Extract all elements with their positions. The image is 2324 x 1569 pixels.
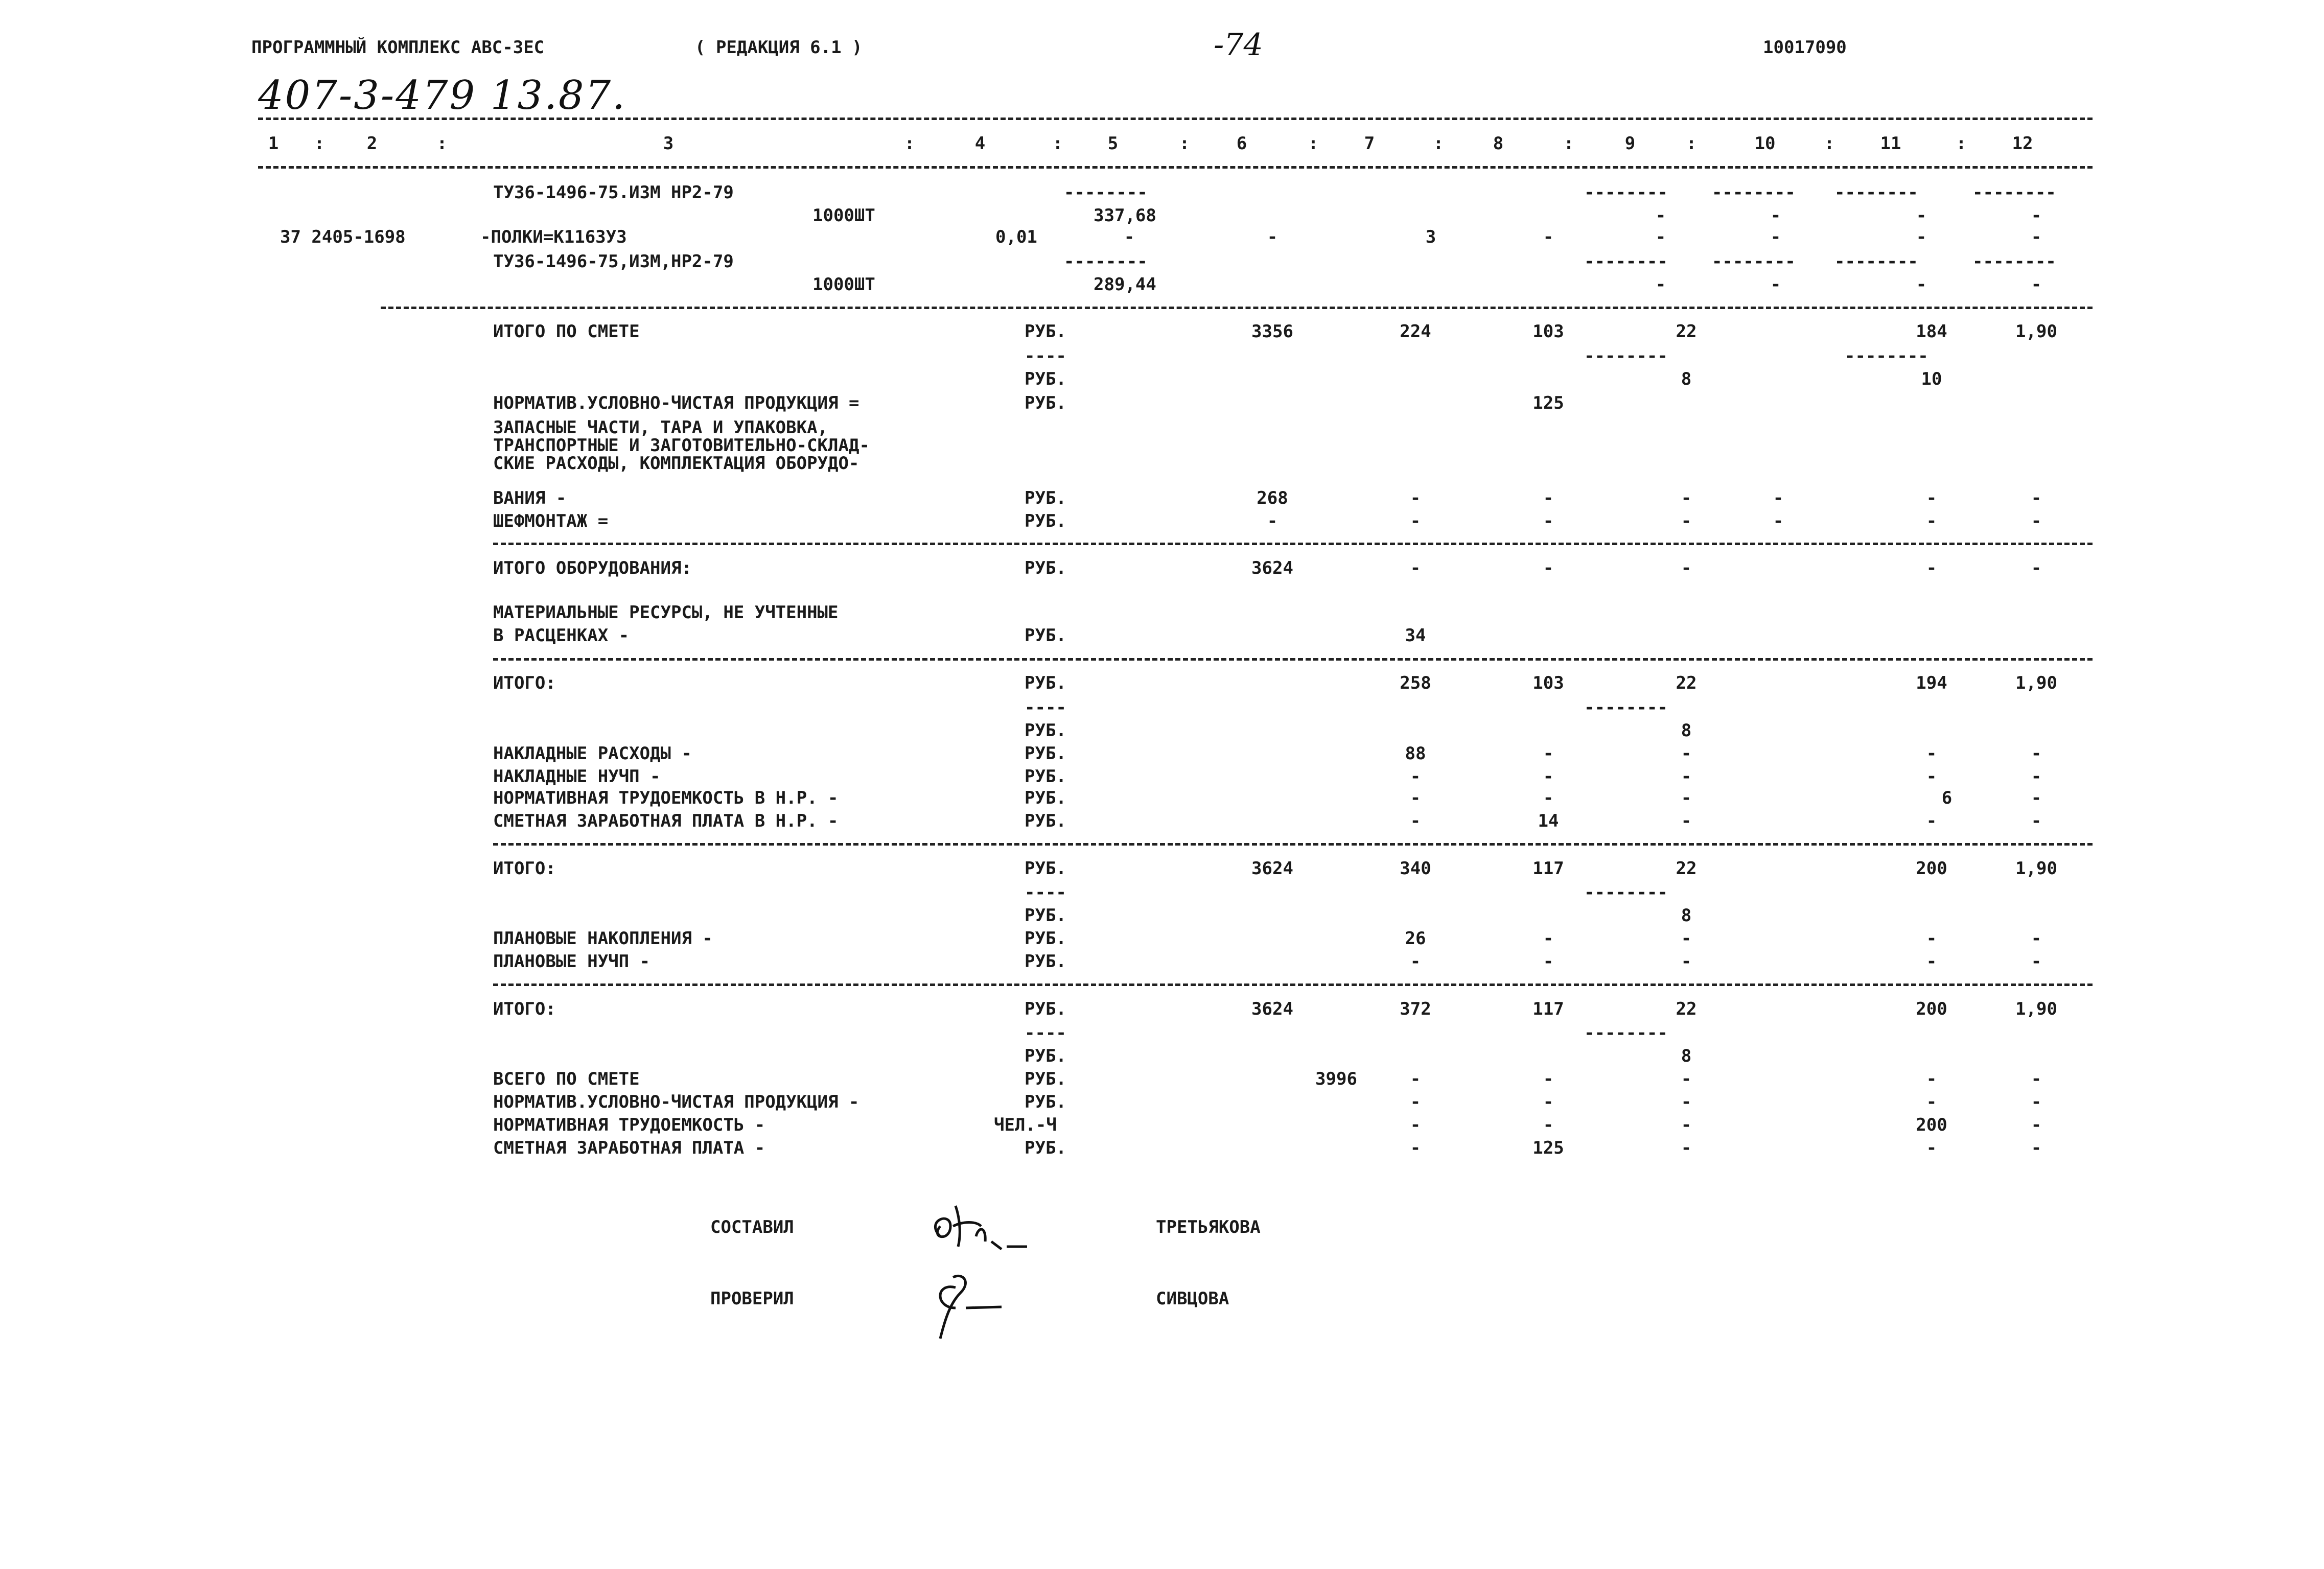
column-separator: : bbox=[904, 133, 915, 154]
table-cell: 6 bbox=[1941, 788, 1953, 808]
table-cell: СКИЕ РАСХОДЫ, КОМПЛЕКТАЦИЯ ОБОРУДО- bbox=[493, 453, 859, 474]
table-cell: РУБ. bbox=[1025, 625, 1066, 646]
table-cell: 8 bbox=[1681, 1046, 1692, 1066]
table-cell: 1000ШТ bbox=[812, 205, 875, 226]
table-cell: 340 bbox=[1400, 858, 1431, 879]
table-cell: - bbox=[1770, 227, 1781, 247]
table-cell: 3624 bbox=[1251, 858, 1293, 879]
table-cell: РУБ. bbox=[1025, 1069, 1066, 1089]
table-cell: РУБ. bbox=[1025, 811, 1066, 831]
table-cell: - bbox=[1543, 928, 1554, 949]
table-cell: 8 bbox=[1681, 905, 1692, 926]
table-cell: -------- bbox=[1834, 182, 1918, 203]
table-cell: - bbox=[2031, 1069, 2042, 1089]
table-cell: 3624 bbox=[1251, 999, 1293, 1019]
table-cell: НОРМАТИВНАЯ ТРУДОЕМКОСТЬ - bbox=[493, 1115, 765, 1135]
table-cell: РУБ. bbox=[1025, 999, 1066, 1019]
table-cell: -------- bbox=[1064, 251, 1148, 272]
table-cell: - bbox=[1410, 788, 1421, 808]
table-cell: - bbox=[1410, 951, 1421, 972]
table-cell: -------- bbox=[1972, 182, 2056, 203]
table-cell: - bbox=[1543, 951, 1554, 972]
table-cell: 289,44 bbox=[1094, 274, 1156, 295]
table-cell: -------- bbox=[1064, 182, 1148, 203]
table-cell: -ПОЛКИ=К1163У3 bbox=[480, 227, 627, 247]
table-cell: - bbox=[1916, 274, 1927, 295]
table-cell: РУБ. bbox=[1025, 720, 1066, 741]
table-cell: РУБ. bbox=[1025, 766, 1066, 787]
table-cell: - bbox=[1773, 511, 1784, 531]
table-cell: ИТОГО: bbox=[493, 999, 556, 1019]
column-separator: : bbox=[1308, 133, 1319, 154]
table-cell: - bbox=[1681, 1138, 1692, 1158]
table-cell: - bbox=[1681, 928, 1692, 949]
table-cell: 22 bbox=[1676, 321, 1697, 342]
handwritten-project-code: 407-3-479 13.87. bbox=[258, 73, 626, 119]
header-rule-top bbox=[258, 118, 2093, 120]
table-cell: РУБ. bbox=[1025, 1138, 1066, 1158]
table-cell: ТУ36-1496-75,ИЗМ,НР2-79 bbox=[493, 251, 734, 272]
table-cell: - bbox=[2031, 1092, 2042, 1112]
table-cell: ВАНИЯ - bbox=[493, 488, 567, 508]
header-rule-bottom bbox=[258, 166, 2093, 169]
page-number: -74 bbox=[1214, 27, 1263, 63]
table-cell: В РАСЦЕНКАХ - bbox=[493, 625, 630, 646]
table-cell: - bbox=[1773, 488, 1784, 508]
table-cell: МАТЕРИАЛЬНЫЕ РЕСУРСЫ, НЕ УЧТЕННЫЕ bbox=[493, 602, 839, 623]
table-cell: - bbox=[1543, 743, 1554, 764]
table-cell: 34 bbox=[1405, 625, 1426, 646]
table-cell: - bbox=[2031, 511, 2042, 531]
table-cell: -------- bbox=[1584, 182, 1668, 203]
column-separator: : bbox=[1563, 133, 1574, 154]
column-number: 7 bbox=[1364, 133, 1375, 154]
table-cell: - bbox=[1681, 743, 1692, 764]
table-cell: - bbox=[1681, 558, 1692, 578]
table-cell: - bbox=[2031, 558, 2042, 578]
table-cell: - bbox=[1124, 227, 1135, 247]
column-separator: : bbox=[1052, 133, 1063, 154]
table-cell: - bbox=[1681, 511, 1692, 531]
table-cell: - bbox=[1916, 205, 1927, 226]
table-cell: - bbox=[1655, 227, 1666, 247]
column-separator: : bbox=[436, 133, 448, 154]
table-cell: 3624 bbox=[1251, 558, 1293, 578]
table-cell: - bbox=[1410, 811, 1421, 831]
table-cell: ---- bbox=[1025, 1023, 1066, 1043]
table-cell: ---- bbox=[1025, 346, 1066, 366]
column-number: 12 bbox=[2012, 133, 2033, 154]
checked-name: СИВЦОВА bbox=[1156, 1289, 1229, 1309]
table-cell: ПЛАНОВЫЕ НАКОПЛЕНИЯ - bbox=[493, 928, 713, 949]
column-number: 10 bbox=[1754, 133, 1776, 154]
table-cell: ШЕФМОНТАЖ = bbox=[493, 511, 609, 531]
table-cell: - bbox=[1410, 1138, 1421, 1158]
table-cell: - bbox=[1410, 766, 1421, 787]
table-cell: - bbox=[2031, 928, 2042, 949]
table-cell: 258 bbox=[1400, 673, 1431, 693]
table-cell: - bbox=[2031, 274, 2042, 295]
table-cell: 88 bbox=[1405, 743, 1426, 764]
table-cell: - bbox=[1543, 766, 1554, 787]
column-number: 1 bbox=[268, 133, 279, 154]
table-cell: - bbox=[1926, 1092, 1937, 1112]
table-cell: 200 bbox=[1916, 1115, 1947, 1135]
column-separator: : bbox=[1824, 133, 1835, 154]
compiled-label: СОСТАВИЛ bbox=[710, 1217, 794, 1237]
table-cell: 26 bbox=[1405, 928, 1426, 949]
table-cell: ЗАПАСНЫЕ ЧАСТИ, ТАРА И УПАКОВКА, bbox=[493, 417, 828, 438]
table-cell: -------- bbox=[1712, 182, 1796, 203]
table-cell: -------- bbox=[1584, 346, 1668, 366]
table-cell: РУБ. bbox=[1025, 743, 1066, 764]
table-cell: 268 bbox=[1257, 488, 1288, 508]
table-cell: РУБ. bbox=[1025, 905, 1066, 926]
table-cell: 103 bbox=[1532, 673, 1564, 693]
table-cell: - bbox=[1681, 951, 1692, 972]
table-cell: -------- bbox=[1972, 251, 2056, 272]
table-cell: 22 bbox=[1676, 999, 1697, 1019]
table-cell: - bbox=[1926, 488, 1937, 508]
table-cell: -------- bbox=[1584, 1023, 1668, 1043]
table-cell: НАКЛАДНЫЕ РАСХОДЫ - bbox=[493, 743, 692, 764]
table-cell: - bbox=[1410, 1092, 1421, 1112]
document-code: 10017090 bbox=[1763, 37, 1847, 58]
table-cell: НОРМАТИВНАЯ ТРУДОЕМКОСТЬ В Н.Р. - bbox=[493, 788, 839, 808]
table-cell: РУБ. bbox=[1025, 858, 1066, 879]
table-cell: - bbox=[1926, 766, 1937, 787]
table-cell: - bbox=[2031, 227, 2042, 247]
table-cell: 194 bbox=[1916, 673, 1947, 693]
table-cell: - bbox=[1926, 743, 1937, 764]
table-cell: ИТОГО: bbox=[493, 673, 556, 693]
table-cell: - bbox=[1655, 274, 1666, 295]
compiler-signature-icon bbox=[920, 1190, 1073, 1267]
column-separator: : bbox=[1686, 133, 1697, 154]
table-cell: 1,90 bbox=[2015, 673, 2057, 693]
table-cell: РУБ. bbox=[1025, 951, 1066, 972]
table-cell: - bbox=[1681, 1069, 1692, 1089]
column-number: 2 bbox=[366, 133, 378, 154]
table-cell: - bbox=[2031, 743, 2042, 764]
table-cell: - bbox=[1681, 766, 1692, 787]
table-cell: 117 bbox=[1532, 999, 1564, 1019]
table-cell: СМЕТНАЯ ЗАРАБОТНАЯ ПЛАТА - bbox=[493, 1138, 765, 1158]
table-cell: 3356 bbox=[1251, 321, 1293, 342]
column-separator: : bbox=[1956, 133, 1967, 154]
checker-signature-icon bbox=[925, 1262, 1053, 1349]
table-cell: - bbox=[1681, 1115, 1692, 1135]
table-cell: - bbox=[1543, 488, 1554, 508]
table-cell: - bbox=[1543, 558, 1554, 578]
column-number: 3 bbox=[663, 133, 674, 154]
compiled-name: ТРЕТЬЯКОВА bbox=[1156, 1217, 1261, 1237]
table-cell: - bbox=[1543, 1092, 1554, 1112]
table-cell: РУБ. bbox=[1025, 393, 1066, 413]
table-cell: 14 bbox=[1538, 811, 1559, 831]
divider-itogo-3 bbox=[493, 983, 2093, 986]
table-cell: - bbox=[1926, 811, 1937, 831]
table-cell: 22 bbox=[1676, 858, 1697, 879]
table-cell: - bbox=[2031, 951, 2042, 972]
table-cell: 1000ШТ bbox=[812, 274, 875, 295]
table-cell: 1,90 bbox=[2015, 858, 2057, 879]
table-cell: - bbox=[1543, 227, 1554, 247]
table-cell: - bbox=[1410, 558, 1421, 578]
table-cell: - bbox=[1681, 488, 1692, 508]
table-cell: - bbox=[2031, 811, 2042, 831]
column-number: 5 bbox=[1107, 133, 1119, 154]
table-cell: РУБ. bbox=[1025, 928, 1066, 949]
table-cell: - bbox=[1770, 274, 1781, 295]
table-cell: ---- bbox=[1025, 882, 1066, 903]
table-cell: ВСЕГО ПО СМЕТЕ bbox=[493, 1069, 640, 1089]
table-cell: ЧЕЛ.-Ч bbox=[994, 1115, 1057, 1135]
table-cell: - bbox=[1543, 1115, 1554, 1135]
table-cell: 224 bbox=[1400, 321, 1431, 342]
table-cell: 10 bbox=[1921, 369, 1942, 389]
table-cell: - bbox=[1926, 1138, 1937, 1158]
table-cell: - bbox=[1926, 951, 1937, 972]
edition-label: ( РЕДАКЦИЯ 6.1 ) bbox=[695, 37, 863, 58]
table-cell: - bbox=[1926, 928, 1937, 949]
table-cell: 184 bbox=[1916, 321, 1947, 342]
table-cell: ТРАНСПОРТНЫЕ И ЗАГОТОВИТЕЛЬНО-СКЛАД- bbox=[493, 435, 870, 456]
table-cell: 1,90 bbox=[2015, 321, 2057, 342]
column-number: 9 bbox=[1624, 133, 1636, 154]
table-cell: 125 bbox=[1532, 1138, 1564, 1158]
table-cell: - bbox=[2031, 1115, 2042, 1135]
column-separator: : bbox=[1433, 133, 1444, 154]
table-cell: - bbox=[1681, 1092, 1692, 1112]
divider-itogo-1 bbox=[493, 658, 2093, 661]
table-cell: 200 bbox=[1916, 999, 1947, 1019]
divider-itogo-2 bbox=[493, 843, 2093, 846]
table-cell: - bbox=[1681, 788, 1692, 808]
table-cell: -------- bbox=[1584, 251, 1668, 272]
table-cell: 337,68 bbox=[1094, 205, 1156, 226]
table-cell: ---- bbox=[1025, 697, 1066, 718]
table-cell: - bbox=[2031, 1138, 2042, 1158]
column-number: 8 bbox=[1493, 133, 1504, 154]
table-cell: 37 2405-1698 bbox=[280, 227, 406, 247]
table-cell: - bbox=[1543, 788, 1554, 808]
table-cell: - bbox=[1770, 205, 1781, 226]
table-cell: 0,01 bbox=[995, 227, 1037, 247]
divider-itogo-smeta bbox=[381, 307, 2093, 309]
table-cell: - bbox=[1681, 811, 1692, 831]
table-cell: - bbox=[1926, 511, 1937, 531]
column-number: 11 bbox=[1880, 133, 1901, 154]
table-cell: -------- bbox=[1584, 882, 1668, 903]
table-cell: - bbox=[2031, 766, 2042, 787]
table-cell: РУБ. bbox=[1025, 321, 1066, 342]
table-cell: РУБ. bbox=[1025, 558, 1066, 578]
table-cell: - bbox=[2031, 205, 2042, 226]
table-cell: ИТОГО: bbox=[493, 858, 556, 879]
table-cell: ИТОГО ОБОРУДОВАНИЯ: bbox=[493, 558, 692, 578]
table-cell: - bbox=[1267, 227, 1278, 247]
column-number: 6 bbox=[1236, 133, 1247, 154]
table-cell: 372 bbox=[1400, 999, 1431, 1019]
table-cell: РУБ. bbox=[1025, 673, 1066, 693]
table-cell: - bbox=[1267, 511, 1278, 531]
table-cell: -------- bbox=[1584, 697, 1668, 718]
table-cell: - bbox=[1410, 1069, 1421, 1089]
table-cell: - bbox=[1543, 1069, 1554, 1089]
table-cell: ИТОГО ПО СМЕТЕ bbox=[493, 321, 640, 342]
table-cell: 3996 bbox=[1315, 1069, 1357, 1089]
table-cell: 125 bbox=[1532, 393, 1564, 413]
table-cell: - bbox=[1655, 205, 1666, 226]
table-cell: 8 bbox=[1681, 720, 1692, 741]
table-cell: - bbox=[1410, 511, 1421, 531]
table-cell: СМЕТНАЯ ЗАРАБОТНАЯ ПЛАТА В Н.Р. - bbox=[493, 811, 839, 831]
table-cell: РУБ. bbox=[1025, 1092, 1066, 1112]
table-cell: 8 bbox=[1681, 369, 1692, 389]
table-cell: 103 bbox=[1532, 321, 1564, 342]
table-cell: 200 bbox=[1916, 858, 1947, 879]
table-cell: 22 bbox=[1676, 673, 1697, 693]
divider-itogo-oborud bbox=[493, 543, 2093, 545]
table-cell: - bbox=[1926, 1069, 1937, 1089]
checked-label: ПРОВЕРИЛ bbox=[710, 1289, 794, 1309]
column-separator: : bbox=[1179, 133, 1190, 154]
table-cell: РУБ. bbox=[1025, 511, 1066, 531]
column-separator: : bbox=[314, 133, 325, 154]
table-cell: РУБ. bbox=[1025, 788, 1066, 808]
table-cell: НОРМАТИВ.УСЛОВНО-ЧИСТАЯ ПРОДУКЦИЯ = bbox=[493, 393, 859, 413]
table-cell: - bbox=[2031, 788, 2042, 808]
table-cell: НОРМАТИВ.УСЛОВНО-ЧИСТАЯ ПРОДУКЦИЯ - bbox=[493, 1092, 859, 1112]
table-cell: - bbox=[1916, 227, 1927, 247]
table-cell: -------- bbox=[1712, 251, 1796, 272]
table-cell: - bbox=[1543, 511, 1554, 531]
table-cell: 1,90 bbox=[2015, 999, 2057, 1019]
table-cell: НАКЛАДНЫЕ НУЧП - bbox=[493, 766, 661, 787]
table-cell: РУБ. bbox=[1025, 1046, 1066, 1066]
table-cell: РУБ. bbox=[1025, 488, 1066, 508]
table-cell: - bbox=[2031, 488, 2042, 508]
table-cell: -------- bbox=[1845, 346, 1928, 366]
table-cell: 117 bbox=[1532, 858, 1564, 879]
table-cell: -------- bbox=[1834, 251, 1918, 272]
table-cell: ПЛАНОВЫЕ НУЧП - bbox=[493, 951, 650, 972]
table-cell: - bbox=[1410, 1115, 1421, 1135]
table-cell: РУБ. bbox=[1025, 369, 1066, 389]
column-number: 4 bbox=[974, 133, 986, 154]
table-cell: - bbox=[1926, 558, 1937, 578]
program-title: ПРОГРАММНЫЙ КОМПЛЕКС АВС-3ЕС bbox=[251, 37, 545, 58]
table-cell: ТУ36-1496-75.ИЗМ НР2-79 bbox=[493, 182, 734, 203]
table-cell: 3 bbox=[1425, 227, 1436, 247]
table-cell: - bbox=[1410, 488, 1421, 508]
